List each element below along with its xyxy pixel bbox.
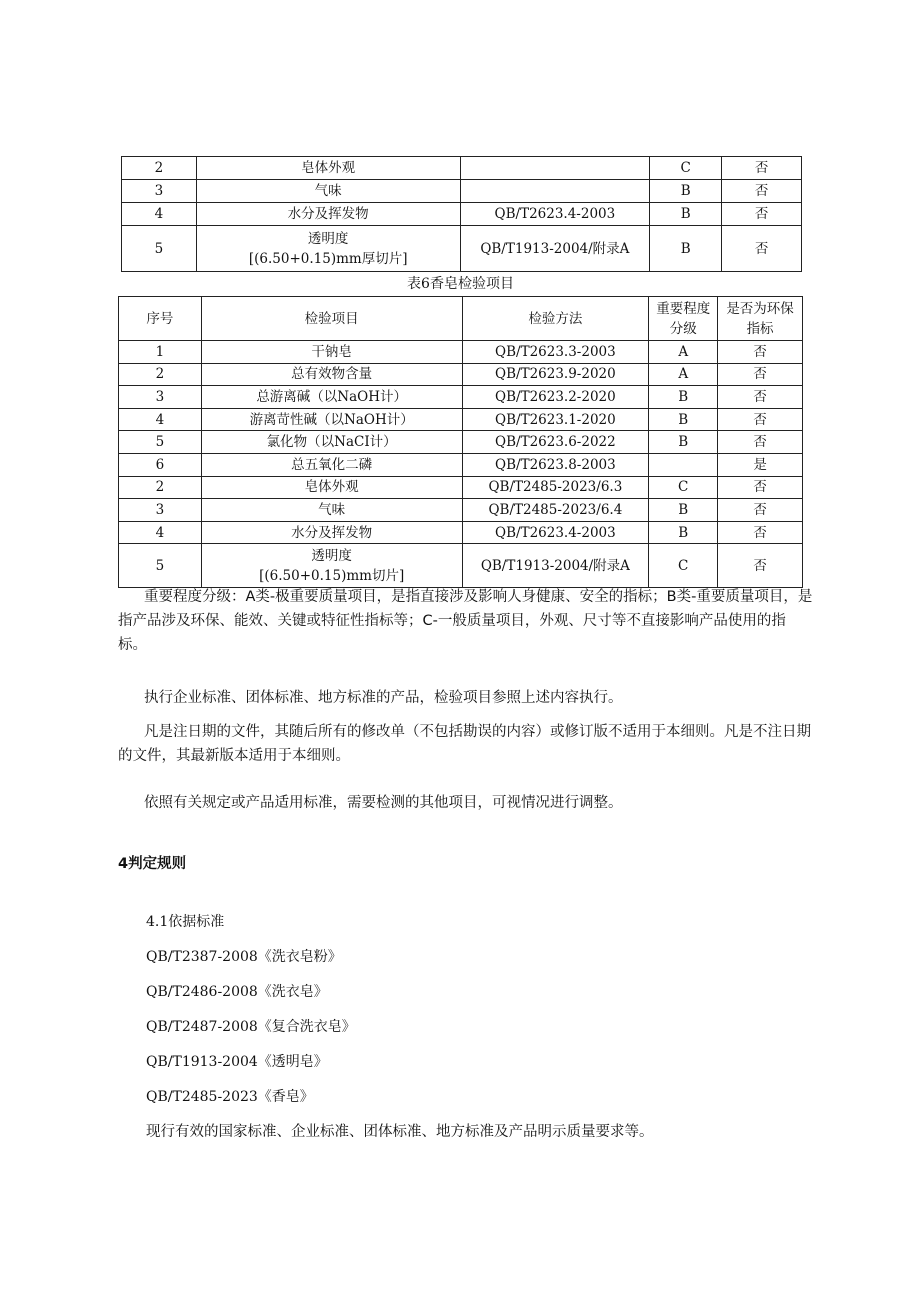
row-number: 2	[119, 363, 202, 386]
inspection-method	[460, 180, 650, 203]
row-number: 5	[122, 226, 197, 272]
header-grade	[649, 297, 718, 341]
inspection-method	[460, 157, 650, 180]
table-row	[119, 363, 803, 386]
table-row	[119, 453, 803, 476]
inspection-method: QB/T2623.3-2003	[462, 341, 649, 364]
row-number: 6	[119, 453, 202, 476]
inspection-method: QB/T2623.6-2022	[462, 431, 649, 454]
row-number: 2	[119, 476, 202, 499]
row-number: 3	[119, 499, 202, 522]
inspection-item	[196, 226, 460, 272]
table-row	[119, 521, 803, 544]
inspection-method: QB/T1913-2004/附录A	[460, 226, 650, 272]
inspection-method: QB/T1913-2004/附录A	[462, 544, 649, 588]
header-method: 检验方法	[462, 297, 649, 341]
importance-grade	[649, 453, 718, 476]
environmental-indicator: 是	[718, 453, 803, 476]
continued-inspection-table	[121, 156, 802, 272]
adjustment-text: 依照有关规定或产品适用标准，需要检测的其他项目，可视情况进行调整。	[144, 795, 623, 811]
row-number: 5	[119, 544, 202, 588]
dated-documents-paragraph	[118, 720, 814, 768]
section-heading: 4判定规则	[118, 856, 187, 872]
soap-inspection-table	[118, 296, 803, 588]
inspection-item-line: 透明度	[311, 547, 352, 564]
inspection-method: QB/T2623.8-2003	[462, 453, 649, 476]
inspection-item: 皂体外观	[201, 476, 462, 499]
dated-documents-text: 凡是注日期的文件，其随后所有的修改单（不包括勘误的内容）或修订版不适用于本细则。凡是不注日期的文件，其最新版本适用于本细则。	[118, 724, 811, 764]
table-caption: 表6香皂检验项目	[407, 276, 514, 292]
table-row	[122, 203, 802, 226]
standard-reference: QB/T1913-2004《透明皂》	[146, 1054, 328, 1070]
enterprise-paragraph	[118, 686, 814, 710]
inspection-item: 水分及挥发物	[196, 203, 460, 226]
importance-grade: B	[649, 408, 718, 431]
inspection-method: QB/T2623.2-2020	[462, 386, 649, 409]
environmental-indicator: 否	[718, 408, 803, 431]
grading-text: 重要程度分级：A类-极重要质量项目，是指直接涉及影响人身健康、安全的指标；B类-重要质量项目，是指产品涉及环保、能效、关键或特征性指标等；C-一般质量项目，外观、尺寸等不直接影响产品使用的指标。	[118, 589, 813, 653]
row-number: 4	[119, 521, 202, 544]
environmental-indicator: 否	[718, 363, 803, 386]
importance-grade: B	[650, 226, 722, 272]
row-number: 1	[119, 341, 202, 364]
inspection-item: 气味	[196, 180, 460, 203]
row-number: 4	[122, 203, 197, 226]
importance-grade: B	[650, 203, 722, 226]
environmental-indicator: 否	[718, 544, 803, 588]
importance-grade: C	[649, 544, 718, 588]
row-number: 3	[122, 180, 197, 203]
inspection-method: QB/T2623.9-2020	[462, 363, 649, 386]
environmental-indicator: 否	[718, 386, 803, 409]
table-row	[119, 341, 803, 364]
header-environmental-line: 是否为环保	[726, 300, 794, 317]
environmental-indicator: 否	[718, 341, 803, 364]
header-environmental	[718, 297, 803, 341]
importance-grade: B	[649, 431, 718, 454]
inspection-method: QB/T2623.1-2020	[462, 408, 649, 431]
inspection-item-line: [(6.50+0.15)mm厚切片]	[248, 250, 408, 267]
inspection-item: 总游离碱（以NaOH计）	[201, 386, 462, 409]
table-row	[122, 226, 802, 272]
environmental-indicator: 否	[718, 431, 803, 454]
row-number: 3	[119, 386, 202, 409]
header-number: 序号	[119, 297, 202, 341]
row-number: 2	[122, 157, 197, 180]
table-row	[119, 386, 803, 409]
inspection-item: 总有效物含量	[201, 363, 462, 386]
environmental-indicator: 否	[718, 521, 803, 544]
standard-reference: QB/T2486-2008《洗衣皂》	[146, 984, 328, 1000]
inspection-item: 氯化物（以NaCI计）	[201, 431, 462, 454]
inspection-item: 水分及挥发物	[201, 521, 462, 544]
inspection-item: 游离苛性碱（以NaOH计）	[201, 408, 462, 431]
table-row	[122, 157, 802, 180]
row-number: 5	[119, 431, 202, 454]
header-environmental-line: 指标	[746, 320, 774, 337]
inspection-item: 气味	[201, 499, 462, 522]
importance-grade: B	[649, 521, 718, 544]
inspection-item: 干钠皂	[201, 341, 462, 364]
inspection-method: QB/T2485-2023/6.3	[462, 476, 649, 499]
environmental-indicator: 否	[722, 157, 802, 180]
environmental-indicator: 否	[722, 180, 802, 203]
importance-grade: C	[649, 476, 718, 499]
table-header-row	[119, 297, 803, 341]
importance-grade: A	[649, 363, 718, 386]
inspection-item	[201, 544, 462, 588]
table-row	[119, 476, 803, 499]
inspection-item: 皂体外观	[196, 157, 460, 180]
row-number: 4	[119, 408, 202, 431]
table-row	[119, 499, 803, 522]
table-row	[119, 544, 803, 588]
importance-grade: B	[649, 499, 718, 522]
sub-heading: 4.1依据标准	[146, 914, 225, 930]
standard-reference: QB/T2487-2008《复合洗衣皂》	[146, 1019, 356, 1035]
enterprise-text: 执行企业标准、团体标准、地方标准的产品，检验项目参照上述内容执行。	[144, 690, 623, 706]
environmental-indicator: 否	[718, 476, 803, 499]
inspection-item-line: [(6.50+0.15)mm切片]	[259, 567, 405, 584]
importance-grade: B	[649, 386, 718, 409]
importance-grade: C	[650, 157, 722, 180]
inspection-item-line: 透明度	[307, 230, 349, 247]
inspection-item: 总五氧化二磷	[201, 453, 462, 476]
closing-statement: 现行有效的国家标准、企业标准、团体标准、地方标准及产品明示质量要求等。	[146, 1124, 654, 1140]
environmental-indicator: 否	[718, 499, 803, 522]
table-row	[119, 431, 803, 454]
header-item: 检验项目	[201, 297, 462, 341]
inspection-method: QB/T2623.4-2003	[462, 521, 649, 544]
inspection-method: QB/T2623.4-2003	[460, 203, 650, 226]
standard-reference: QB/T2387-2008《洗衣皂粉》	[146, 949, 342, 965]
table-row	[122, 180, 802, 203]
table-row	[119, 408, 803, 431]
standard-reference: QB/T2485-2023《香皂》	[146, 1089, 314, 1105]
environmental-indicator: 否	[722, 203, 802, 226]
importance-grade: B	[650, 180, 722, 203]
inspection-method: QB/T2485-2023/6.4	[462, 499, 649, 522]
header-grade-line: 分级	[669, 320, 697, 337]
environmental-indicator: 否	[722, 226, 802, 272]
importance-grade: A	[649, 341, 718, 364]
grading-paragraph	[118, 585, 814, 657]
adjustment-paragraph	[118, 791, 814, 815]
header-grade-line: 重要程度	[656, 300, 711, 317]
